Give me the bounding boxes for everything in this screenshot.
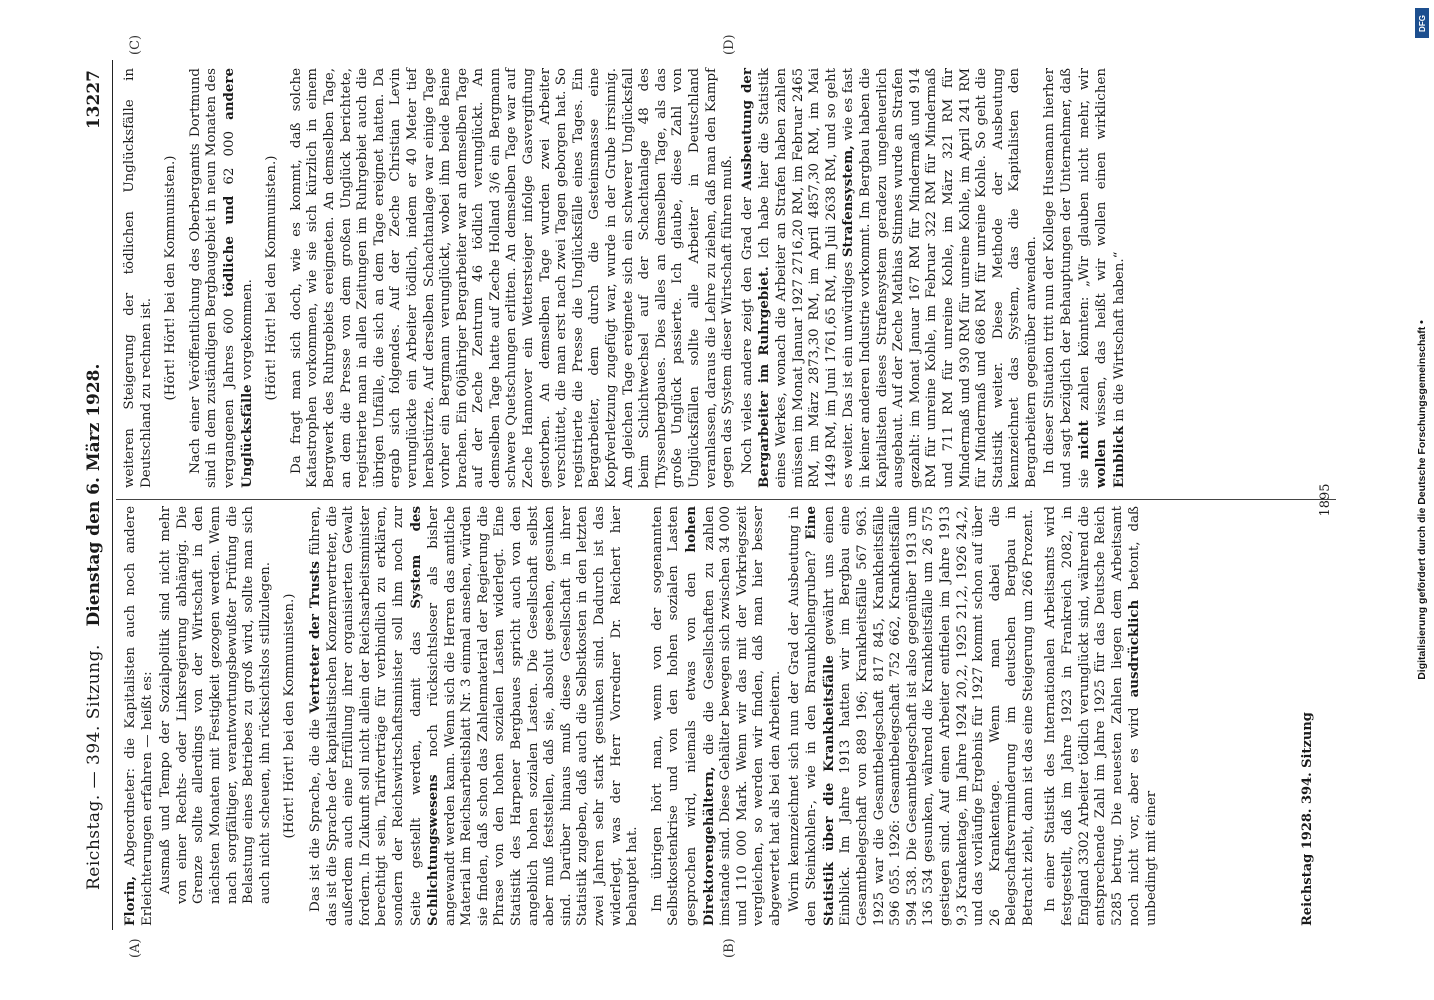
left-paragraph-1 <box>122 506 156 926</box>
right-p5-c: zahlen könnten: „Wir glauben nicht mehr, wir <box>1076 68 1092 421</box>
right-column <box>122 68 1130 488</box>
footer-session: Reichstag 1928. 394. Sitzung <box>1300 712 1315 926</box>
right-paragraph-2 <box>188 68 256 488</box>
left-p4-c: gewährt uns einen Einblick. Im Jahre 1913 hatten wir im Bergbau eine Gesamtbelegschaft von 889 196; Krankheitsfälle 567 963. 1925 war die Gesamtbelegschaft 817 845, Krankheitsfälle 596 055. 1926: Gesamtbelegschaft 752 662, Krankheitsfälle 594 538. Die Gesamtbelegschaft ist also gegenüber 1913 um 136 534 gesunken, während die Krankheitsfälle um 26 575 gestiegen sind. Auf einen Arbeiter entfielen im Jahre 1913 9,3 Krankentage, im Jahre 1924 20,2, 1925 21,2, 1926 24,2, und das vorläufige Ergebnis für 1927 kommt schon auf über 26 Krankentage. Wenn man dabei die Belegschaftsverminderung im deutschen Bergbau in Betracht zieht, dann ist das eine Steigerung um 266 Prozent. <box>821 506 1036 926</box>
left-p3-c: die die Gesellschaften zu zahlen imstande sind. Diese Gehälter bewegen sich zwischen 34 000 und 110 000 Mark. Wenn wir das mit der Vorkriegszeit vergleichen, so werden wir finden, daß man hier besser abgewertet hat als bei den Arbeitern. <box>701 506 783 926</box>
right-p5-g: in die Wirtschaft haben.“ <box>1111 251 1127 426</box>
speaker-role: Abgeordneter: <box>123 768 138 876</box>
column-divider <box>116 499 1336 500</box>
left-p2-bold-2: System des Schlichtungswesens <box>407 506 442 926</box>
left-column <box>122 506 1163 926</box>
right-p5-e: wissen, das heißt wir wollen einen wirklichen <box>1094 68 1110 440</box>
left-interjection-1: (Hört! Hört! bei den Kommunisten.) <box>282 593 298 839</box>
footer-page-number: 1895 <box>1318 483 1333 517</box>
margin-mark-c: (C) <box>128 34 143 55</box>
right-paragraph-1: weiteren Steigerung der tödlichen Unglücksfälle in Deutschland zu rechnen ist. <box>122 68 154 488</box>
left-p5-a: In einer Statistik des Internationalen Arbeitsamts wird festgestellt, daß im Jahre 1923 in Frankreich 2082, in England 3302 Arbeiter tödlich verunglückt sind, während die entsprechende Zahl im Jahre 1925 für das Deutsche Reich 5285 betrug. Die neuesten Zahlen liegen dem Arbeitsamt noch nicht vor, aber es wird <box>1043 506 1143 926</box>
left-p2-c: führen, das ist die Sprache der kapitalistischen Konzernvertreter, die außerdem auch eine Erfüllung ihrer organisierten Gewalt fordern. In Zukunft soll nicht allein der Reichsarbeitsminister berechtigt sein, Tarifverträge für verbindlich zu erklären, sondern der Reichswirtschaftsminister soll ihm noch zur Seite gestellt werden, damit das <box>307 505 424 926</box>
right-p2-e: vorgekommen. <box>239 279 255 385</box>
header-session: Reichstag. — 394. Sitzung. <box>84 644 104 890</box>
left-quote: Ausmaß und Tempo der Sozialpolitik sind nicht mehr von einer Rechts- oder Linksregierung abhängig. Die Grenze sollte allerdings von der Wirtschaft in den nächsten Monaten mit Festigkeit gezogen werden. Wenn nach sorgfältiger, verantwortungsbewußter Prüfung die Belastung eines Betriebes zu groß wird, sollte man sich auch nicht scheuen, ihn rücksichtslos stillzulegen. <box>158 506 273 904</box>
right-p4-a: Noch vieles andere zeigt den Grad der <box>739 190 755 474</box>
left-paragraph-5 <box>1043 506 1160 926</box>
left-p4-bold: Eine Statistik über die Krankheitsfälle <box>803 506 837 926</box>
right-p4-bold-2: Strafensystem, <box>840 145 857 258</box>
left-p2-a: Das ist die Sprache, die die <box>307 713 323 912</box>
left-paragraph-3 <box>650 506 785 926</box>
left-p2-bold-1: Vertreter der Trusts <box>306 561 323 714</box>
left-p3-a: Im übrigen hört man, wenn von der sogenannten Selbstkostenkrise und von den hohen sozialen Lasten gesprochen wird, niemals etwas von den <box>649 506 699 926</box>
margin-mark-a: (A) <box>128 938 143 958</box>
speaker-name: Florin, <box>122 875 138 926</box>
right-p2-bold-1: tödliche und <box>220 195 237 298</box>
left-p4-a: Worin kennzeichnet sich nun der Grad der Ausbeutung in den Steinkohlen-, wie in den Braunkohlengruben? <box>786 506 820 926</box>
right-paragraph-5 <box>1042 68 1128 488</box>
left-paragraph-4 <box>787 506 1038 926</box>
right-interjection-2: (Hört! Hört! bei den Kommunisten.) <box>264 155 280 401</box>
right-p5-bold-3: Einblick <box>1110 426 1127 488</box>
dfg-logo <box>1415 8 1429 38</box>
right-p4-c: Ich habe hier die Statistik eines Werkes, wonach die Arbeiter an Strafen haben zahlen müssen im Monat Januar 1927 2716,20 RM, im Februar 2465 RM, im März 2873,30 RM, im April 4857,30 RM, im Mai 1449 RM, im Juni 1761,65 RM, im Juli 2638 RM, und so geht es weiter. Das ist ein unwürdiges <box>757 68 857 488</box>
right-p5-bold-1: nicht <box>1075 420 1092 460</box>
header-date: Dienstag den 6. März 1928. <box>84 363 104 627</box>
left-p5-c: betont, daß unbedingt mit einer <box>1127 506 1160 926</box>
right-p2-c: 62 000 <box>221 119 237 196</box>
right-p2-a: Nach einer Veröffentlichung des Oberbergamts Dortmund sind in dem zuständigen Bergbaugebiet in neun Monaten des vergangenen Jahres 600 <box>187 68 237 488</box>
right-p2-bold-2: andere Unglücksfälle <box>220 67 255 488</box>
right-paragraph-4 <box>739 68 1041 488</box>
header-page-number: 13227 <box>84 70 104 130</box>
right-paragraph-3: Da fragt man sich doch, wie es kommt, daß solche Katastrophen vorkommen, wie sie sich kürzlich in einem Bergwerk des Ruhrgebiets ereigneten. An demselben Tage, an dem die Presse von dem großen Unglück berichtete, registrierte man in allen Zeitungen im Ruhrgebiet auch die übrigen Unfälle, die sich an dem Tage ereignet hatten. Da ergab sich folgendes. Auf der Zeche Christian Levin verunglückte ein Arbeiter tödlich, indem er 40 Meter tief herabstürzte. Auf derselben Schachtanlage war einige Tage vorher ein Bergmann verunglückt, wobei ihm beide Beine brachen. Ein 60jähriger Bergarbeiter war an demselben Tage auf der Zeche Zentrum 46 tödlich verunglückt. An demselben Tage hatte auf Zeche Holland 3/6 ein Bergmann schwere Quetschungen erlitten. An demselben Tage war auf Zeche Hannover ein Wettersteiger infolge Gasvergiftung gestorben. An demselben Tage wurden zwei Arbeiter verschüttet, die man erst nach zwei Tagen geborgen hat. So registrierte die Presse die Unglücksfälle eines Tages. Ein Bergarbeiter, dem durch die Gesteinsmasse eine Kopfverletzung zugefügt war, wurde in der Grube irrsinnig. Am gleichen Tage ereignete sich ein schwerer Unglücksfall beim Schichtwechsel auf der Schachtanlage 48 des Thyssenbergbaues. Dies alles an demselben Tage, als das große Unglück passierte. Ich glaube, diese Zahl von Unglücksfällen sollte alle Arbeiter in Deutschland veranlassen, daraus die Lehre zu ziehen, daß man den Kampf gegen das System dieser Wirtschaft führen muß. <box>288 68 736 488</box>
dfg-logo-text: DFG <box>1417 14 1427 32</box>
right-p4-bold-1: Ausbeutung der Bergarbeiter im Ruhrgebiet. <box>738 68 773 488</box>
right-p5-a: In dieser Situation tritt nun der Kollege Husemann hierher und sagt bezüglich der Behauptungen der Unternehmer, daß sie <box>1042 68 1092 488</box>
left-paragraph-2 <box>307 506 642 926</box>
right-interjection-1: (Hört! Hört! bei den Kommunisten.) <box>163 155 179 401</box>
left-p5-bold: ausdrücklich <box>1126 599 1143 698</box>
left-p3-bold: hohen Direktorengehältern, <box>683 506 717 926</box>
margin-mark-d: (D) <box>722 34 737 55</box>
margin-mark-b: (B) <box>722 938 737 958</box>
left-p1-text: die Kapitalisten auch noch andere Erleichterungen erfahren — heißt es: <box>123 506 155 926</box>
digitization-credit: Digitalisierung gefördert durch die Deutsche Forschungsgemeinschaft • <box>1416 320 1428 680</box>
right-p4-e: wie es fast in keiner anderen Industrie vorkommt. Im Bergbau haben die Kapitalisten dieses Strafensystem geradezu ungeheuerlich ausgebaut. Auf der Zeche Mathias Stinnes wurde an Strafen gezahlt: im Monat Januar 167 RM für Mindermaß und 914 RM für unreine Kohle, im Februar 322 RM für Mindermaß und 711 RM für unreine Kohle, im März 321 RM für Mindermaß und 930 RM für unreine Kohle, im April 241 RM für Mindermaß und 686 RM für unreine Kohle. So geht die Statistik weiter. Diese Methode der Ausbeutung kennzeichnet das System, das die Kapitalisten den Bergarbeitern gegenüber anwenden. <box>841 68 1039 488</box>
page-header <box>82 60 113 930</box>
right-p5-bold-2: wollen <box>1093 439 1110 488</box>
left-p2-d: noch rücksichtsloser als bisher angewandt werden kann. Wenn sich die Herren das amtliche Material im Reichsarbeitsblatt Nr. 3 einmal ansehen, würden sie finden, daß schon das Zahlenmaterial der Regierung die Phrase von den hohen sozialen Lasten widerlegt. Eine Statistik des Harpener Bergbaues spricht auch von den angeblich hohen sozialen Lasten. Die Gesellschaft selbst aber muß feststellen, daß sie, absolut gesehen, gesunken sind. Darüber hinaus muß diese Gesellschaft in ihrer Statistik zugeben, daß auch die Selbstkosten in den letzten zwei Jahren sehr stark gesunken sind. Dadurch ist das widerlegt, was der Herr Vorredner Dr. Reichert hier behauptet hat. <box>426 506 641 926</box>
